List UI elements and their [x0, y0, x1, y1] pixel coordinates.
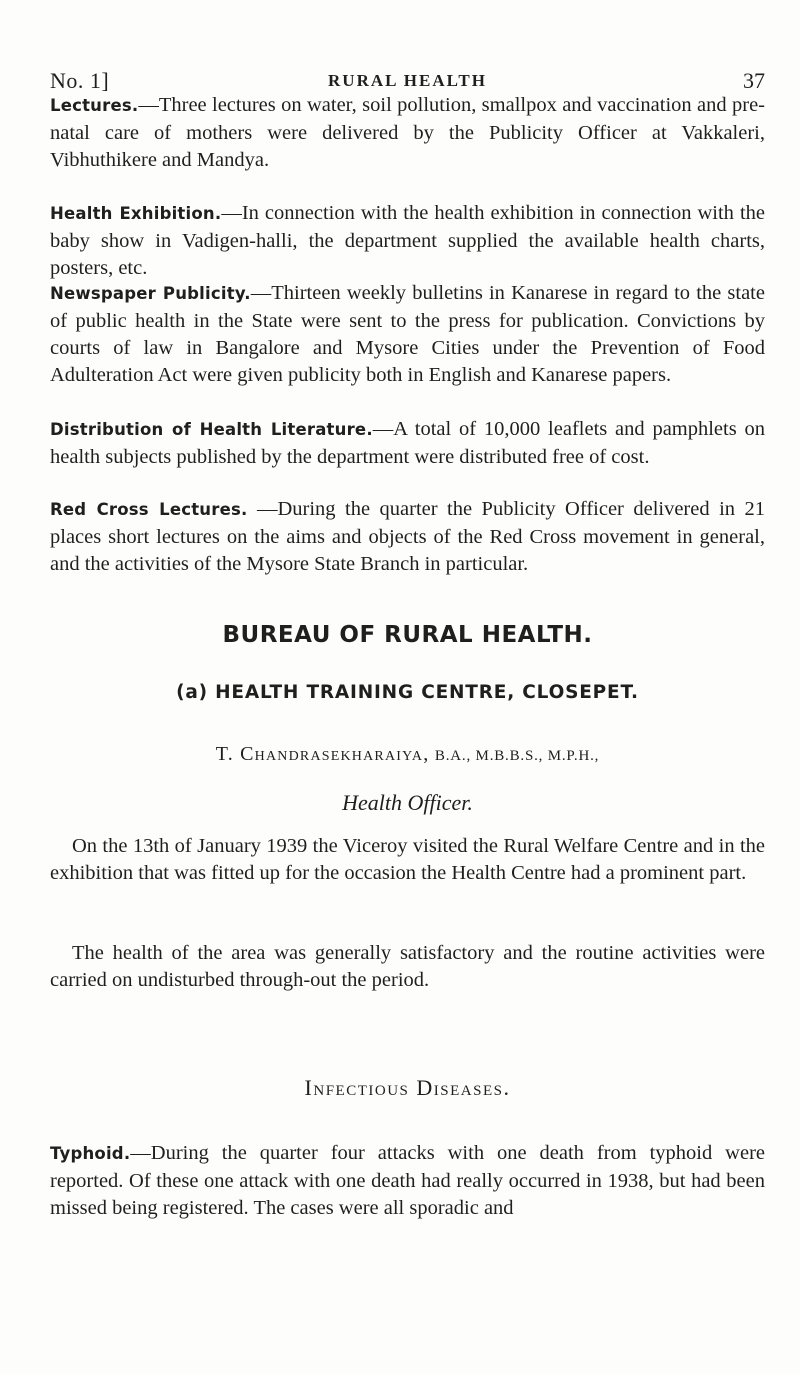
paragraph-health-area	[50, 940, 765, 994]
officer-byline	[50, 743, 765, 766]
paragraph-text: —Thirteen weekly bulletins in Kanarese in regard to the state of public health in the State were sent to the press for publication. Convictions by courts of law in Bangalore and Mysore Cities under the Prevention of Food Adulteration Act were given publicity both in English and Kanarese papers.	[50, 282, 765, 386]
paragraph-health-exhibition	[50, 200, 765, 282]
infectious-diseases-heading: Infectious Diseases.	[304, 1075, 511, 1100]
paragraph-distribution	[50, 416, 765, 471]
paragraph-text: —During the quarter four attacks with one death from typhoid were reported. Of these one attack with one death had really occurred in 1938, but had been missed being registered. The cases were all sporadic and	[50, 1142, 765, 1219]
runin-heading: Distribution of Health Literature.	[50, 420, 373, 439]
officer-name: T. Chandrasekharaiya,	[215, 743, 430, 765]
bureau-title: BUREAU OF RURAL HEALTH.	[222, 622, 593, 648]
paragraph-text: The health of the area was generally satisfactory and the routine activities were carried on undisturbed through-out the period.	[50, 942, 765, 991]
paragraph-text: —Three lectures on water, soil pollution, smallpox and vaccination and pre-natal care of mothers were delivered by the Publicity Officer at Vakkaleri, Vibhuthikere and Mandya.	[50, 94, 765, 171]
paragraph-text: —A total of 10,000 leaflets and pamphlets on health subjects published by the department were distributed free of cost.	[50, 418, 766, 468]
runin-heading: Newspaper Publicity.	[50, 284, 251, 303]
paragraph-typhoid	[50, 1140, 765, 1222]
runin-heading: Lectures.	[50, 96, 139, 115]
paragraph-lectures	[50, 92, 765, 174]
paragraph-text: —In connection with the health exhibition in connection with the baby show in Vadigen-halli, the department supplied the available health charts, posters, etc.	[50, 202, 765, 279]
paragraph-red-cross	[50, 496, 765, 578]
bureau-subtitle: (a) HEALTH TRAINING CENTRE, CLOSEPET.	[176, 682, 639, 703]
officer-title: Health Officer.	[342, 790, 473, 815]
paragraph-viceroy	[50, 833, 765, 887]
officer-degrees: B.A., M.B.B.S., M.P.H.,	[434, 748, 600, 764]
runin-heading: Health Exhibition.	[50, 204, 222, 223]
issue-number: No. 1]	[50, 68, 110, 93]
paragraph-text: On the 13th of January 1939 the Viceroy visited the Rural Welfare Centre and in the exhibition that was fitted up for the occasion the Health Centre had a prominent part.	[50, 835, 765, 884]
running-title: RURAL HEALTH	[328, 71, 487, 90]
runin-heading: Typhoid.	[50, 1144, 131, 1163]
runin-heading: Red Cross Lectures.	[50, 500, 248, 519]
paragraph-newspaper-publicity	[50, 280, 765, 389]
paragraph-text: —During the quarter the Publicity Officer delivered in 21 places short lectures on the aims and objects of the Red Cross movement in general, and the activities of the Mysore State Branch in particular.	[50, 498, 766, 575]
page-number: 37	[743, 68, 765, 93]
